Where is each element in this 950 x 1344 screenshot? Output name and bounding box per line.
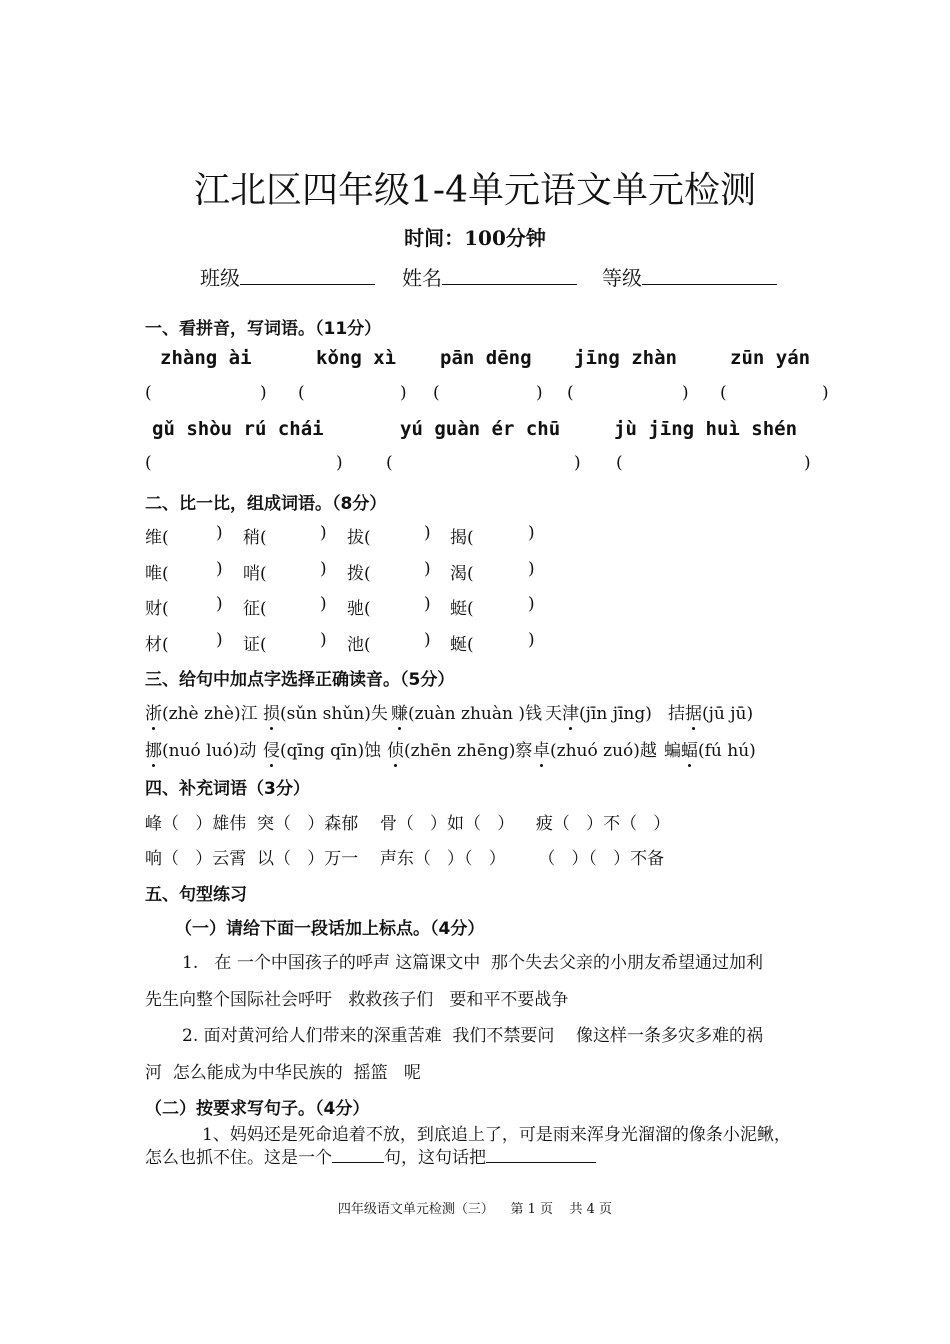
dotted-char: 浙 bbox=[145, 704, 162, 724]
reading-options: (zhuó zuó)越 bbox=[550, 741, 657, 761]
reading-options: (qīng qīn)蚀 bbox=[280, 741, 382, 761]
answer-paren-close: ) bbox=[804, 453, 811, 473]
answer-blank[interactable] bbox=[332, 1145, 384, 1163]
reading-item bbox=[145, 736, 256, 761]
answer-paren-open: ( bbox=[145, 383, 152, 403]
reading-item bbox=[664, 736, 756, 761]
grade-blank[interactable] bbox=[642, 264, 777, 285]
question-line bbox=[145, 1143, 596, 1168]
answer-paren-close: ) bbox=[822, 383, 829, 403]
word-cell-close: ) bbox=[320, 630, 327, 650]
name-label: 姓名 bbox=[402, 266, 442, 290]
dotted-char: 侵 bbox=[263, 741, 280, 761]
subsection-1-heading: （一）请给下面一段话加上标点。（4分） bbox=[175, 919, 485, 939]
answer-paren-close: ) bbox=[260, 383, 267, 403]
answer-paren-close: ) bbox=[400, 383, 407, 403]
pinyin-item: pān dēng bbox=[440, 347, 532, 369]
punctuation-text: 先生向整个国际社会呼吁 救救孩子们 要和平不要战争 bbox=[145, 990, 569, 1010]
reading-options: (fú hú) bbox=[698, 741, 756, 761]
word-cell-close: ) bbox=[424, 559, 431, 579]
answer-paren-open: ( bbox=[616, 453, 623, 473]
word-cell-close: ) bbox=[528, 594, 535, 614]
word-cell-close: ) bbox=[216, 523, 223, 543]
grade-field bbox=[602, 262, 777, 291]
section-4-heading: 四、补充词语（3分） bbox=[145, 779, 310, 799]
reading-item bbox=[145, 699, 258, 724]
word-cell-close: ) bbox=[424, 523, 431, 543]
word-cell: 财( bbox=[145, 599, 169, 619]
question-text: 句，这句话把 bbox=[384, 1148, 486, 1168]
word-cell-close: ) bbox=[320, 559, 327, 579]
reading-options: (sǔn shǔn)失 bbox=[280, 704, 388, 724]
punctuation-text: 河 怎么能成为中华民族的 摇篮 呢 bbox=[145, 1063, 421, 1083]
dotted-char: 据 bbox=[685, 704, 702, 724]
answer-paren-close: ) bbox=[536, 383, 543, 403]
dotted-char: 损 bbox=[263, 704, 280, 724]
word-cell: 哨( bbox=[243, 564, 267, 584]
grade-label: 等级 bbox=[602, 266, 642, 290]
plain-char: 拮 bbox=[668, 704, 685, 724]
word-cell: 稍( bbox=[243, 528, 267, 548]
reading-options: (zuàn zhuàn )钱 bbox=[408, 704, 542, 724]
section-3-heading: 三、给句中加点字选择正确读音。（5分） bbox=[145, 670, 455, 690]
idiom-line: 响（ ）云霄 以（ ）万一 声东（ ）（ ） （ ）（ ）不备 bbox=[145, 849, 665, 869]
pinyin-item: jù jīng huì shén bbox=[614, 418, 798, 440]
pinyin-item: jīng zhàn bbox=[574, 347, 677, 369]
word-cell: 拔( bbox=[347, 528, 371, 548]
dotted-char: 侦 bbox=[387, 741, 404, 761]
word-cell-close: ) bbox=[528, 630, 535, 650]
word-cell: 拨( bbox=[347, 564, 371, 584]
class-blank[interactable] bbox=[240, 264, 375, 285]
punctuation-text: 1. 在 一个中国孩子的呼声 这篇课文中 那个失去父亲的小朋友希望通过加利 bbox=[182, 953, 764, 973]
class-label: 班级 bbox=[200, 266, 240, 290]
reading-item bbox=[387, 736, 532, 761]
answer-paren-open: ( bbox=[567, 383, 574, 403]
word-cell: 维( bbox=[145, 528, 169, 548]
section-1-heading: 一、看拼音，写词语。（11分） bbox=[145, 319, 382, 339]
plain-char: 天 bbox=[545, 704, 562, 724]
question-text: 怎么也抓不住。这是一个 bbox=[145, 1148, 332, 1168]
word-cell: 蜒( bbox=[450, 635, 474, 655]
word-cell-close: ) bbox=[528, 523, 535, 543]
word-cell: 证( bbox=[243, 635, 267, 655]
pinyin-item: zhàng ài bbox=[160, 347, 252, 369]
reading-options: (jīn jīng) bbox=[579, 704, 652, 724]
plain-char: 蝙 bbox=[664, 741, 681, 761]
word-cell-close: ) bbox=[320, 594, 327, 614]
pinyin-item: yú guàn ér chū bbox=[400, 418, 561, 440]
word-cell: 材( bbox=[145, 635, 169, 655]
word-cell-close: ) bbox=[528, 559, 535, 579]
word-cell: 征( bbox=[243, 599, 267, 619]
reading-options: (zhè zhè)江 bbox=[162, 704, 258, 724]
dotted-char: 蝠 bbox=[681, 741, 698, 761]
word-cell: 唯( bbox=[145, 564, 169, 584]
section-2-heading: 二、比一比，组成词语。（8分） bbox=[145, 494, 387, 514]
answer-paren-open: ( bbox=[386, 453, 393, 473]
time-limit: 时间：100分钟 bbox=[404, 226, 546, 250]
reading-options: (nuó luó)动 bbox=[162, 741, 257, 761]
page-footer: 四年级语文单元检测（三） 第 1 页 共 4 页 bbox=[337, 1202, 613, 1217]
pinyin-item: kǒng xì bbox=[316, 347, 397, 369]
word-cell: 池( bbox=[347, 635, 371, 655]
answer-paren-open: ( bbox=[145, 453, 152, 473]
punctuation-text: 2. 面对黄河给人们带来的深重苦难 我们不禁要问 像这样一条多灾多难的祸 bbox=[182, 1026, 764, 1046]
word-cell-close: ) bbox=[216, 559, 223, 579]
dotted-char: 卓 bbox=[533, 741, 550, 761]
answer-paren-open: ( bbox=[298, 383, 305, 403]
word-cell-close: ) bbox=[424, 630, 431, 650]
dotted-char: 赚 bbox=[391, 704, 408, 724]
pinyin-item: gǔ shòu rú chái bbox=[152, 418, 324, 440]
word-cell-close: ) bbox=[424, 594, 431, 614]
word-cell: 揭( bbox=[450, 528, 474, 548]
class-field bbox=[200, 262, 375, 291]
name-blank[interactable] bbox=[442, 264, 577, 285]
pinyin-item: zūn yán bbox=[730, 347, 811, 369]
idiom-line: 峰（ ）雄伟 突（ ）森郁 骨（ ）如（ ） 疲（ ）不（ ） bbox=[145, 814, 671, 834]
answer-paren-close: ) bbox=[336, 453, 343, 473]
reading-options: (jū jū) bbox=[702, 704, 754, 724]
answer-paren-close: ) bbox=[574, 453, 581, 473]
reading-item bbox=[391, 699, 542, 724]
reading-options: (zhēn zhēng)察 bbox=[404, 741, 533, 761]
reading-item bbox=[533, 736, 657, 761]
reading-item bbox=[668, 699, 753, 724]
word-cell: 蜓( bbox=[450, 599, 474, 619]
reading-item bbox=[263, 699, 388, 724]
word-cell: 驰( bbox=[347, 599, 371, 619]
answer-paren-open: ( bbox=[433, 383, 440, 403]
word-cell: 渴( bbox=[450, 564, 474, 584]
section-5-heading: 五、句型练习 bbox=[145, 885, 247, 905]
dotted-char: 挪 bbox=[145, 741, 162, 761]
word-cell-close: ) bbox=[320, 523, 327, 543]
answer-paren-close: ) bbox=[682, 383, 689, 403]
subsection-2-heading: （二）按要求写句子。（4分） bbox=[145, 1099, 370, 1119]
name-field bbox=[402, 262, 577, 291]
answer-blank[interactable] bbox=[486, 1145, 596, 1163]
answer-paren-open: ( bbox=[720, 383, 727, 403]
reading-item bbox=[545, 699, 652, 724]
dotted-char: 津 bbox=[562, 704, 579, 724]
word-cell-close: ) bbox=[216, 630, 223, 650]
question-text: 1、妈妈还是死命追着不放，到底追上了，可是雨来浑身光溜溜的像条小泥鳅， bbox=[202, 1125, 791, 1145]
page-title: 江北区四年级1-4单元语文单元检测 bbox=[194, 170, 756, 211]
word-cell-close: ) bbox=[216, 594, 223, 614]
reading-item bbox=[263, 736, 381, 761]
